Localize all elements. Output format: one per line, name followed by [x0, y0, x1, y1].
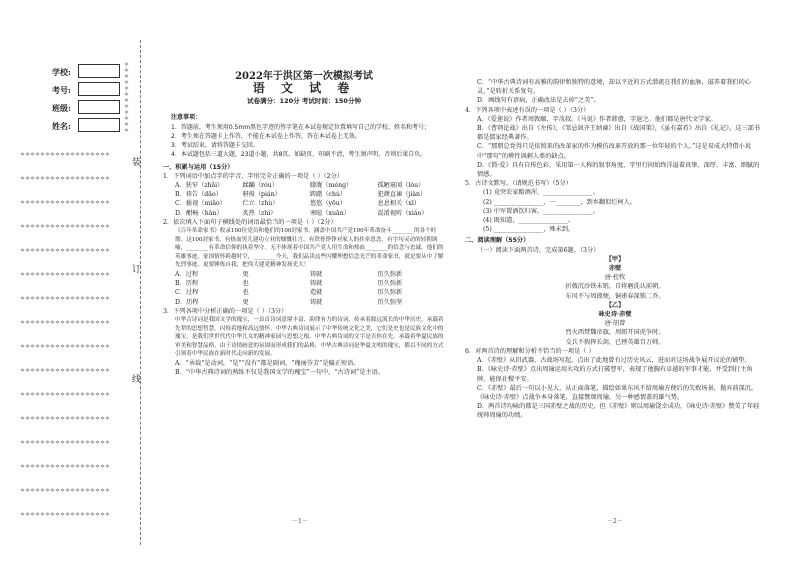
question-stem: 5．古诗文默写。（请规范书写）（5分） [465, 180, 572, 188]
exam-meta: 试卷满分：120分 考试时间：150分钟 [247, 97, 361, 106]
fill-blank-line: (4) 既知道，________________。 [483, 217, 575, 225]
answer-option: （一）阅读下面两首诗，完成第6题。（3分） [477, 246, 600, 254]
star-row: ＊＊＊＊＊＊＊＊＊＊＊＊＊＊＊＊＊＊ [20, 296, 111, 302]
option-cell: 寒暄（xuān） [310, 209, 350, 217]
poem-heading: 咏史诗·赤壁 [598, 311, 632, 319]
star-column: ＊＊＊＊＊＊＊＊＊＊＊＊ [124, 62, 130, 134]
option-cell: 也 [242, 280, 249, 288]
right-body [465, 78, 765, 421]
notes-block [163, 113, 445, 159]
note-item: 4．本试题包括三道大题，23道小题，共8页。如缺页、印刷不清，考生须声明，否则后果自负。 [171, 150, 427, 158]
answer-option: B．《曹刿论战》出自《左传》，《邹忌讽齐王纳谏》出自《战国策》，《虽有嘉肴》出自《礼记》。这三部书都是儒家经典著作。 [477, 125, 760, 142]
fill-blank-line: (5) ________________，殊未到。 [483, 226, 575, 234]
poem-heading: 【乙】 [605, 301, 625, 309]
binding-char-zhuang: 装 [132, 158, 142, 168]
option-cell: 炙热（zhì） [242, 209, 277, 217]
exam-number-field[interactable] [78, 82, 120, 96]
option-cell: 朦胧（méng） [310, 182, 353, 190]
option-cell: 息息相关（xī） [377, 200, 421, 208]
option-row [163, 199, 445, 208]
question-stem: 2．依次填入下面句子横线处的词语最恰当的一项是（ ）（2分） [163, 218, 337, 226]
star-row: ＊＊＊＊＊＊＊＊＊＊＊＊＊＊＊＊＊＊ [20, 272, 111, 278]
star-row: ＊＊＊＊＊＊＊＊＊＊＊＊＊＊＊＊＊＊ [20, 464, 111, 470]
answer-option: D．两首诗均咏的都是三国赤壁之战的历史，但《赤壁》则以周瑜饶幸成功，《咏史诗·赤壁》赞美了年轻统帅周瑜的功绩。 [477, 403, 760, 420]
fill-blank-line: (2) ________________，一________，到乡翻似烂柯人。 [483, 198, 637, 206]
star-row: ＊＊＊＊＊＊＊＊＊＊＊＊＊＊＊＊＊＊ [20, 488, 111, 494]
option-cell: 历久弥坚 [377, 298, 403, 306]
section-heading: 二、阅读理解（55分） [465, 237, 530, 245]
note-item: 1．答题前，考生须用0.5mm黑色字迹的签字笔在本试卷规定位置填写自己的学校、姓名和考号； [171, 123, 431, 131]
option-cell: 铸就 [310, 298, 323, 306]
option-cell: 混淆视听（xiáo） [377, 209, 428, 217]
cut-line [140, 40, 141, 545]
page-number-left: －1－ [292, 518, 308, 525]
right-column [465, 78, 765, 421]
option-cell: 历久弥新 [377, 289, 403, 297]
answer-option: B．《咏史诗·赤壁》点出周瑜运用火攻的方式打破曹军，表现了他胸有卓越的军事才能，并受到打主角牌，能保社稷平安。 [477, 366, 753, 383]
option-cell: 踌躇（chú） [310, 191, 347, 199]
left-body [163, 163, 445, 378]
notes-heading: 注意事项： [171, 113, 202, 121]
option-cell: 历久弥新 [377, 271, 403, 278]
poem-heading: 赤壁 [608, 265, 622, 273]
option-cell: B．祷告（dǎo） [175, 191, 222, 199]
binding-char-xian: 线 [132, 375, 142, 385]
question-stem: 3．下列各项中分析正确的一项是（ ）（3分） [163, 307, 288, 315]
option-row [163, 279, 445, 288]
question-stem: 1．下列词语中加点字的字音、字形完全正确的一项是（ ）（2分） [163, 172, 343, 180]
option-row [163, 270, 445, 279]
poem-line: 唐·胡曾 [604, 320, 626, 328]
star-row: ＊＊＊＊＊＊＊＊＊＊＊＊＊＊＊＊＊＊ [20, 368, 111, 374]
option-cell: C．过程 [175, 289, 199, 297]
option-cell: 历久弥新 [377, 280, 403, 288]
star-row: ＊＊＊＊＊＊＊＊＊＊＊＊＊＊＊＊＊＊ [20, 152, 111, 158]
option-row [163, 190, 445, 199]
fill-blank-line: (1) 竟突农家醅酒浑，________________。 [483, 189, 599, 197]
option-cell: 也 [242, 289, 249, 297]
poem-heading: 【甲】 [605, 255, 625, 263]
answer-option: B．“中华古典诗词的熟练不仅是我国文学的瑰宝”一句中，“古诗词”是主语。 [175, 369, 385, 377]
star-row: ＊＊＊＊＊＊＊＊＊＊＊＊＊＊＊＊＊＊ [20, 176, 111, 182]
exam-number-label: 考号: [52, 85, 71, 95]
poem-line: 交兵不假挥长剑，已挫英雄百万师。 [565, 338, 665, 346]
note-item: 3．考试结束，请将答题卡交回。 [171, 141, 259, 149]
binding-char-ding: 订 [132, 265, 142, 275]
fill-blank-line: (3) 中军置酒饮归客，________________。 [483, 207, 599, 215]
answer-option: A．“承载”是动词，“是”“没有”都是副词，“瑰丽芬芳”是偏正短语。 [175, 359, 360, 367]
question-stem: 4．下列各项中表述有误的一项是（ ）（3分） [465, 106, 590, 114]
section-heading: 一、积累与运用（15分） [163, 163, 234, 171]
option-row [163, 298, 445, 307]
reading-passage: 中华古诗词是我国文学的瑰宝，一首首诗词意境丰富、韵律有力的诗词，传承着源远流长的中华历史，承载着先辈的思想智慧，闪烁着地和高远情怀。中华古典诗词展示了中华传统文化之美，它们是史也是民族文化中的瑰宝，是我们世世代代中华儿女的精神家园与思想之根。中华古典诗词的文字是否你在先，承载着华夏民族的审美和智慧品格，由于诗情画意的氛围而形成我们的品格，中华古典诗词是华夏文明的瑰宝，都以不同的方式引领着中华民族在新时代走向新的发展。 [175, 317, 444, 358]
star-row: ＊＊＊＊＊＊＊＊＊＊＊＊＊＊＊＊＊＊ [20, 200, 111, 206]
poem-line: 烈火西焚魏帝旗，周郎开国虎争时。 [565, 329, 665, 337]
answer-option: D．《简·爱》具有自传色彩，采用第一人称的叙事角度，字里行间始终洋溢着真挚、深厚、丰富、细腻的情感。 [477, 161, 760, 179]
option-cell: A．过程 [175, 271, 199, 278]
option-cell: 更 [242, 271, 249, 278]
answer-option: A．《爱莲说》作者周敦颐，字茂叔。《马说》作者韩愈，字退之。他们都是唐代文学家。 [477, 115, 717, 123]
option-cell: 铸就 [310, 280, 323, 288]
option-row [163, 181, 445, 190]
class-label: 班级: [52, 103, 71, 113]
option-cell: 犯颜直谏（jiàn） [377, 191, 427, 199]
exam-title: 2022年于洪区第一次模拟考试 [235, 71, 373, 82]
school-label: 学校: [52, 67, 71, 77]
poem-line: 唐·杜牧 [604, 274, 626, 282]
answer-option: A．《赤壁》从旧武器、古战场写起，点出了此地曾有过历史风云，进而对这场战争展开议论的铺垫。 [477, 357, 751, 365]
note-item: 2．考生须在答题卡上作答，不能在本试卷上作答，答在本试卷上无效。 [171, 132, 361, 140]
star-row: ＊＊＊＊＊＊＊＊＊＊＊＊＊＊＊＊＊＊ [20, 344, 111, 350]
star-row: ＊＊＊＊＊＊＊＊＊＊＊＊＊＊＊＊＊＊ [20, 224, 111, 230]
star-row: ＊＊＊＊＊＊＊＊＊＊＊＊＊＊＊＊＊＊ [20, 512, 111, 518]
option-cell: D．历程 [175, 298, 199, 306]
option-cell: 蹂躏（róu） [242, 182, 278, 190]
answer-option: C．“那朋总党得只是依照来的改革家的作为模仿改革开放的那一位年轻的个人。”这是易成大特借小说中“那句”的辨性讽刺人类的缺点。 [477, 143, 752, 160]
option-cell: 骈拇（pián） [242, 191, 281, 199]
school-field[interactable] [78, 64, 120, 78]
star-row: ＊＊＊＊＊＊＊＊＊＊＊＊＊＊＊＊＊＊ [20, 416, 111, 422]
option-cell: 悠悠（yōu） [310, 200, 346, 208]
star-row: ＊＊＊＊＊＊＊＊＊＊＊＊＊＊＊＊＊＊ [20, 392, 111, 398]
question-stem: 6．对两首诗的理解和分析不恰当的一项是（ ） [465, 347, 595, 355]
option-row [163, 288, 445, 297]
class-field[interactable] [78, 100, 120, 114]
name-label: 姓名: [52, 121, 71, 131]
answer-option: D．画线句有语病，正确改法是去掉“之美”。 [477, 97, 600, 105]
answer-option: C．“中华古典诗词有高雅的韵律和独特的意境，却以平近的方式潜流在我们的血脉，滋养着我们的心灵。”是转折关系复句。 [477, 79, 751, 96]
answer-option: C．《赤壁》最后一句以小见大，从正面落笔，描绘如果东风不给周瑜方便后的失败场景，抛弃前深沉。《咏史诗·赤壁》点战争本身落笔，直接赞颂周瑜，另一种感情盖的雄气势。 [477, 384, 758, 401]
option-cell: 更 [242, 298, 249, 306]
exam-subject: 语 文 试 卷 [252, 81, 356, 96]
poem-line: 东风不与周郎便，铜雀春深锁二乔。 [565, 292, 665, 300]
option-cell: 孤陋寡闻（lòu） [377, 182, 425, 190]
page-number-right: －2－ [607, 518, 623, 525]
poem-line: 折戟沉沙铁未销，自将磨洗认前朝。 [565, 283, 665, 291]
name-field[interactable] [78, 118, 120, 132]
option-cell: D．酣畅（hān） [175, 209, 223, 217]
option-cell: 铸就 [310, 271, 323, 278]
option-cell: C．藐视（miǎo） [175, 200, 226, 208]
left-column [163, 72, 445, 377]
option-cell: A．狭窄（zhǎi） [175, 182, 224, 190]
option-cell: 造就 [310, 289, 323, 297]
option-cell: 伫立（zhù） [242, 200, 279, 208]
option-row [163, 209, 445, 218]
binding-margin [0, 0, 150, 561]
star-row: ＊＊＊＊＊＊＊＊＊＊＊＊＊＊＊＊＊＊ [20, 248, 111, 254]
star-row: ＊＊＊＊＊＊＊＊＊＊＊＊＊＊＊＊＊＊ [20, 320, 111, 326]
star-row: ＊＊＊＊＊＊＊＊＊＊＊＊＊＊＊＊＊＊ [20, 440, 111, 446]
reading-passage: 《百年革命家书》收录100位党员和他们的100封家书。涵盖中国共产党100年革命奋斗________的各个时期。这100封家书，有热血男儿建功立业的慷慨壮言，有铁骨铮铮对家人的挂牵思念，有字句灵动的轻朝讽喻，________有革命信仰的执着坚守。无不体现着中国共产党人用生命和热血________的信念与忠诚。他们的英雄事迹，家国情怀跨越时空，________今天，我们品读这些闪耀理想信念光芒的革命家书，就是要从中了解先烈事迹，更要锤炼自我，把伟大建党精神发扬光大！ [175, 228, 444, 269]
option-cell: B．历程 [175, 280, 199, 288]
